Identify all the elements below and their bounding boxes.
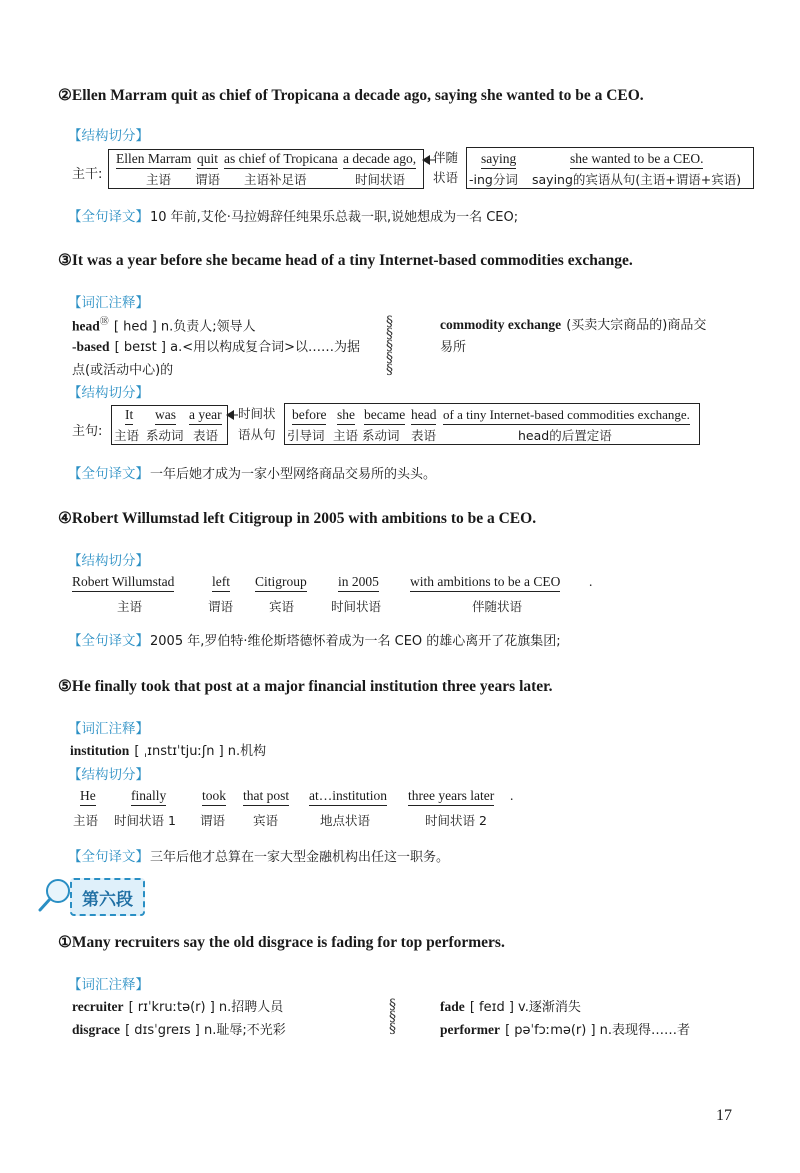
part-en: took bbox=[202, 788, 226, 806]
part-en: He bbox=[80, 788, 96, 806]
translation-text: 10 年前,艾伦·马拉姆辞任纯果乐总裁一职,说她想成为一名 CEO; bbox=[150, 210, 519, 225]
magnifier-icon bbox=[38, 877, 72, 913]
part-en: Citigroup bbox=[255, 574, 307, 592]
structure-tag: 【结构切分】 bbox=[68, 553, 149, 569]
part-en: she wanted to be a CEO. bbox=[570, 151, 703, 169]
translation-tag: 【全句译文】 bbox=[68, 633, 149, 649]
vocab-tag: 【词汇注释】 bbox=[68, 977, 149, 993]
part-en: a decade ago, bbox=[343, 151, 416, 169]
translation-tag: 【全句译文】 bbox=[68, 849, 149, 865]
part-en: finally bbox=[131, 788, 166, 806]
end-period: . bbox=[510, 788, 514, 803]
vocab-def-continued: 易所 bbox=[440, 340, 467, 355]
part-zh: 系动词 bbox=[362, 428, 400, 443]
part-en: head bbox=[411, 407, 436, 425]
part-zh: 宾语 bbox=[253, 813, 279, 828]
part-zh: 时间状语 1 bbox=[114, 813, 176, 828]
part-zh: -ing分词 bbox=[469, 172, 518, 187]
structure-tag: 【结构切分】 bbox=[68, 767, 149, 783]
part-en: as chief of Tropicana bbox=[224, 151, 338, 169]
part-en: was bbox=[155, 407, 176, 425]
relation-label-top: 时间状 bbox=[238, 406, 276, 421]
main-label: 主句: bbox=[72, 424, 103, 439]
part-zh: 主语 bbox=[333, 428, 359, 443]
main-label: 主干: bbox=[72, 167, 103, 182]
part-zh: 谓语 bbox=[200, 813, 226, 828]
part-en: saying bbox=[481, 151, 516, 169]
part-zh: 谓语 bbox=[195, 172, 221, 187]
part-zh: 地点状语 bbox=[320, 813, 371, 828]
sentence-2: ②Ellen Marram quit as chief of Tropicana a decade ago, saying she wanted to be a CEO. bbox=[58, 87, 644, 104]
part-en: became bbox=[364, 407, 405, 425]
translation-text: 2005 年,罗伯特·维伦斯塔德怀着成为一名 CEO 的雄心离开了花旗集团; bbox=[150, 634, 561, 649]
part-zh: 主语 bbox=[114, 428, 140, 443]
part-zh: 时间状语 bbox=[331, 599, 382, 614]
vocab-entry: institution [ ˌɪnstɪˈtjuːʃn ] n.机构 bbox=[70, 743, 267, 759]
part-zh: 引导词 bbox=[287, 428, 325, 443]
part-en: Ellen Marram bbox=[116, 151, 191, 169]
structure-tag: 【结构切分】 bbox=[68, 385, 149, 401]
part-en: left bbox=[212, 574, 230, 592]
part-en: she bbox=[337, 407, 355, 425]
part-en: before bbox=[292, 407, 326, 425]
part-en: at…institution bbox=[309, 788, 387, 806]
part-zh: saying的宾语从句(主语+谓语+宾语) bbox=[532, 172, 742, 187]
part-en: in 2005 bbox=[338, 574, 379, 592]
part-en: a year bbox=[189, 407, 222, 425]
section-banner bbox=[70, 878, 145, 916]
sentence-4: ④Robert Willumstad left Citigroup in 2005 with ambitions to be a CEO. bbox=[58, 510, 537, 527]
translation-text: 一年后她才成为一家小型网络商品交易所的头头。 bbox=[150, 467, 437, 482]
vocab-entry: fade [ feɪd ] v.逐渐消失 bbox=[440, 999, 581, 1015]
vocab-tag: 【词汇注释】 bbox=[68, 295, 149, 311]
divider-squiggle: § § § bbox=[389, 997, 396, 1037]
sentence-3: ③It was a year before she became head of a tiny Internet-based commodities exchange. bbox=[58, 252, 633, 269]
part-zh: 伴随状语 bbox=[472, 599, 523, 614]
relation-label-bottom: 语从句 bbox=[238, 427, 276, 442]
relation-label-bottom: 状语 bbox=[433, 170, 459, 185]
part-zh: 主语 bbox=[73, 813, 99, 828]
vocab-def-continued: 点(或活动中心)的 bbox=[72, 363, 174, 378]
vocab-tag: 【词汇注释】 bbox=[68, 721, 149, 737]
part-zh: 主语补足语 bbox=[244, 172, 307, 187]
part-zh: 表语 bbox=[411, 428, 437, 443]
section-title: 第六段 bbox=[82, 889, 133, 910]
structure-tag: 【结构切分】 bbox=[68, 128, 149, 144]
part-zh: 时间状语 2 bbox=[425, 813, 487, 828]
vocab-entry: commodity exchange (买卖大宗商品的)商品交 bbox=[440, 317, 707, 333]
part-zh: 主语 bbox=[117, 599, 143, 614]
part-zh: 主语 bbox=[146, 172, 172, 187]
translation-tag: 【全句译文】 bbox=[68, 466, 149, 482]
part-zh: 系动词 bbox=[146, 428, 184, 443]
part-en: of a tiny Internet-based commodities exchange. bbox=[443, 407, 690, 425]
part-en: quit bbox=[197, 151, 218, 169]
part-en: three years later bbox=[408, 788, 494, 806]
part-en: that post bbox=[243, 788, 289, 806]
divider-squiggle: § § § § § bbox=[386, 314, 393, 378]
part-en: Robert Willumstad bbox=[72, 574, 174, 592]
end-period: . bbox=[589, 574, 593, 589]
part-zh: head的后置定语 bbox=[518, 428, 612, 443]
vocab-entry: recruiter [ rɪˈkruːtə(r) ] n.招聘人员 bbox=[72, 999, 284, 1015]
translation-text: 三年后他才总算在一家大型金融机构出任这一职务。 bbox=[150, 850, 450, 865]
left-arrow-icon bbox=[226, 410, 238, 420]
part-zh: 谓语 bbox=[208, 599, 234, 614]
relation-label-top: 伴随 bbox=[433, 150, 459, 165]
page-number: 17 bbox=[716, 1107, 732, 1124]
sentence-5: ⑤He finally took that post at a major financial institution three years later. bbox=[58, 678, 553, 695]
vocab-entry: -based [ beɪst ] a.<用以构成复合词>以……为据 bbox=[72, 339, 360, 355]
translation-tag: 【全句译文】 bbox=[68, 209, 149, 225]
part-zh: 宾语 bbox=[269, 599, 295, 614]
part-en: with ambitions to be a CEO bbox=[410, 574, 560, 592]
part-zh: 时间状语 bbox=[355, 172, 406, 187]
vocab-entry: disgrace [ dɪsˈgreɪs ] n.耻辱;不光彩 bbox=[72, 1022, 286, 1038]
vocab-entry: head⑱ [ hed ] n.负责人;领导人 bbox=[72, 317, 256, 335]
vocab-entry: performer [ pəˈfɔːmə(r) ] n.表现得……者 bbox=[440, 1022, 691, 1038]
sentence-p6-1: ①Many recruiters say the old disgrace is fading for top performers. bbox=[58, 934, 505, 951]
part-en: It bbox=[125, 407, 133, 425]
part-zh: 表语 bbox=[193, 428, 219, 443]
